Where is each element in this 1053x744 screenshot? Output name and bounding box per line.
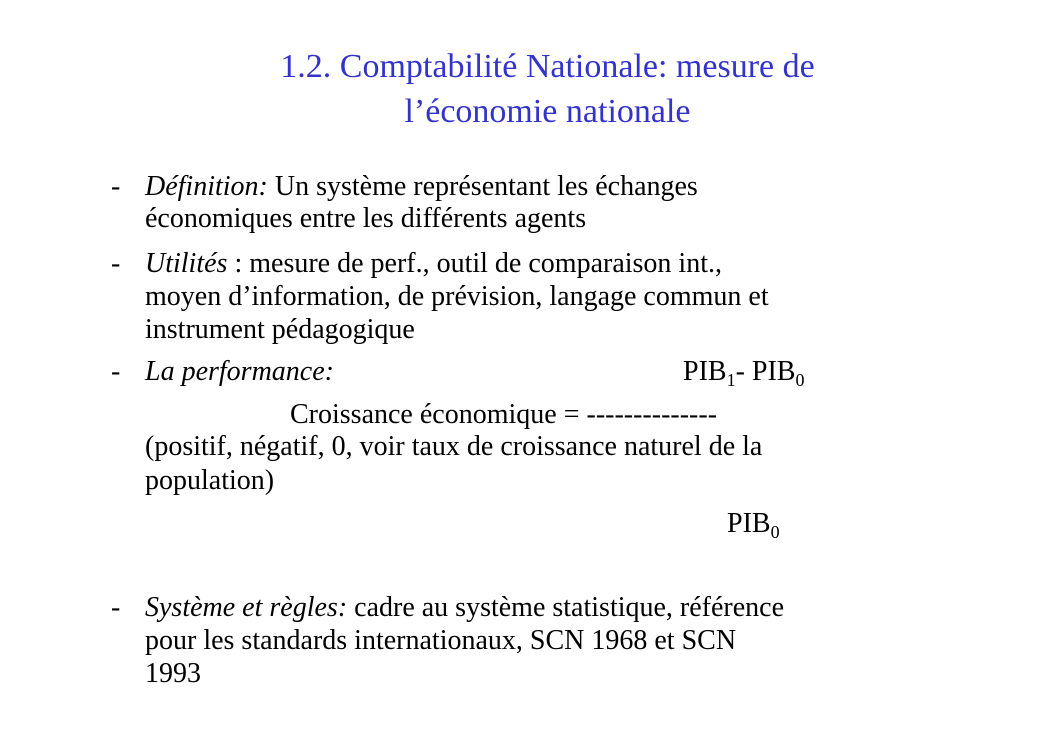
numerator-pib: PIB [683, 356, 727, 387]
title-line-1: 1.2. Comptabilité Nationale: mesure de [280, 48, 815, 85]
denominator-pib: PIB [727, 508, 771, 539]
utilites-text-1: : mesure de perf., outil de comparaison int., [227, 248, 722, 279]
utilites-line-3: instrument pédagogique [145, 314, 415, 345]
performance-term [145, 355, 334, 388]
numerator-minus-pib: - PIB [735, 356, 796, 387]
performance-note-line-2: population) [145, 465, 275, 496]
bullet-marker-systeme: - [111, 592, 121, 623]
systeme-line-2: pour les standards internationaux, SCN 1968 et SCN [145, 625, 737, 656]
performance-term-text: La performance: [145, 356, 334, 387]
denominator-sub-0: 0 [770, 522, 780, 542]
bullet-marker-definition: - [111, 171, 121, 202]
bullet-marker-utilites: - [111, 248, 121, 279]
definition-line-1 [145, 170, 698, 203]
systeme-term: Système et règles: [145, 592, 348, 623]
definition-line-2: économiques entre les différents agents [145, 203, 587, 234]
numerator-sub-1: 1 [726, 370, 736, 390]
title-line-2: l’économie nationale [404, 93, 691, 130]
systeme-line-3: 1993 [145, 658, 201, 689]
definition-text-1: Un système représentant les échanges [267, 171, 698, 202]
performance-note-line-1: (positif, négatif, 0, voir taux de croissance naturel de la [145, 431, 763, 462]
systeme-line-1 [145, 591, 784, 624]
bullet-marker-performance: - [111, 356, 121, 387]
utilites-line-1 [145, 247, 722, 280]
utilites-term: Utilités [145, 248, 228, 279]
slide-title [0, 44, 1053, 134]
formula-denominator [727, 507, 780, 540]
systeme-text-1: cadre au système statistique, référence [347, 592, 785, 623]
utilites-line-2: moyen d’information, de prévision, langage commun et [145, 281, 769, 312]
numerator-sub-0: 0 [795, 370, 805, 390]
croissance-formula: Croissance économique = -------------- [290, 399, 718, 430]
formula-numerator [683, 355, 804, 388]
definition-term: Définition: [145, 171, 268, 202]
